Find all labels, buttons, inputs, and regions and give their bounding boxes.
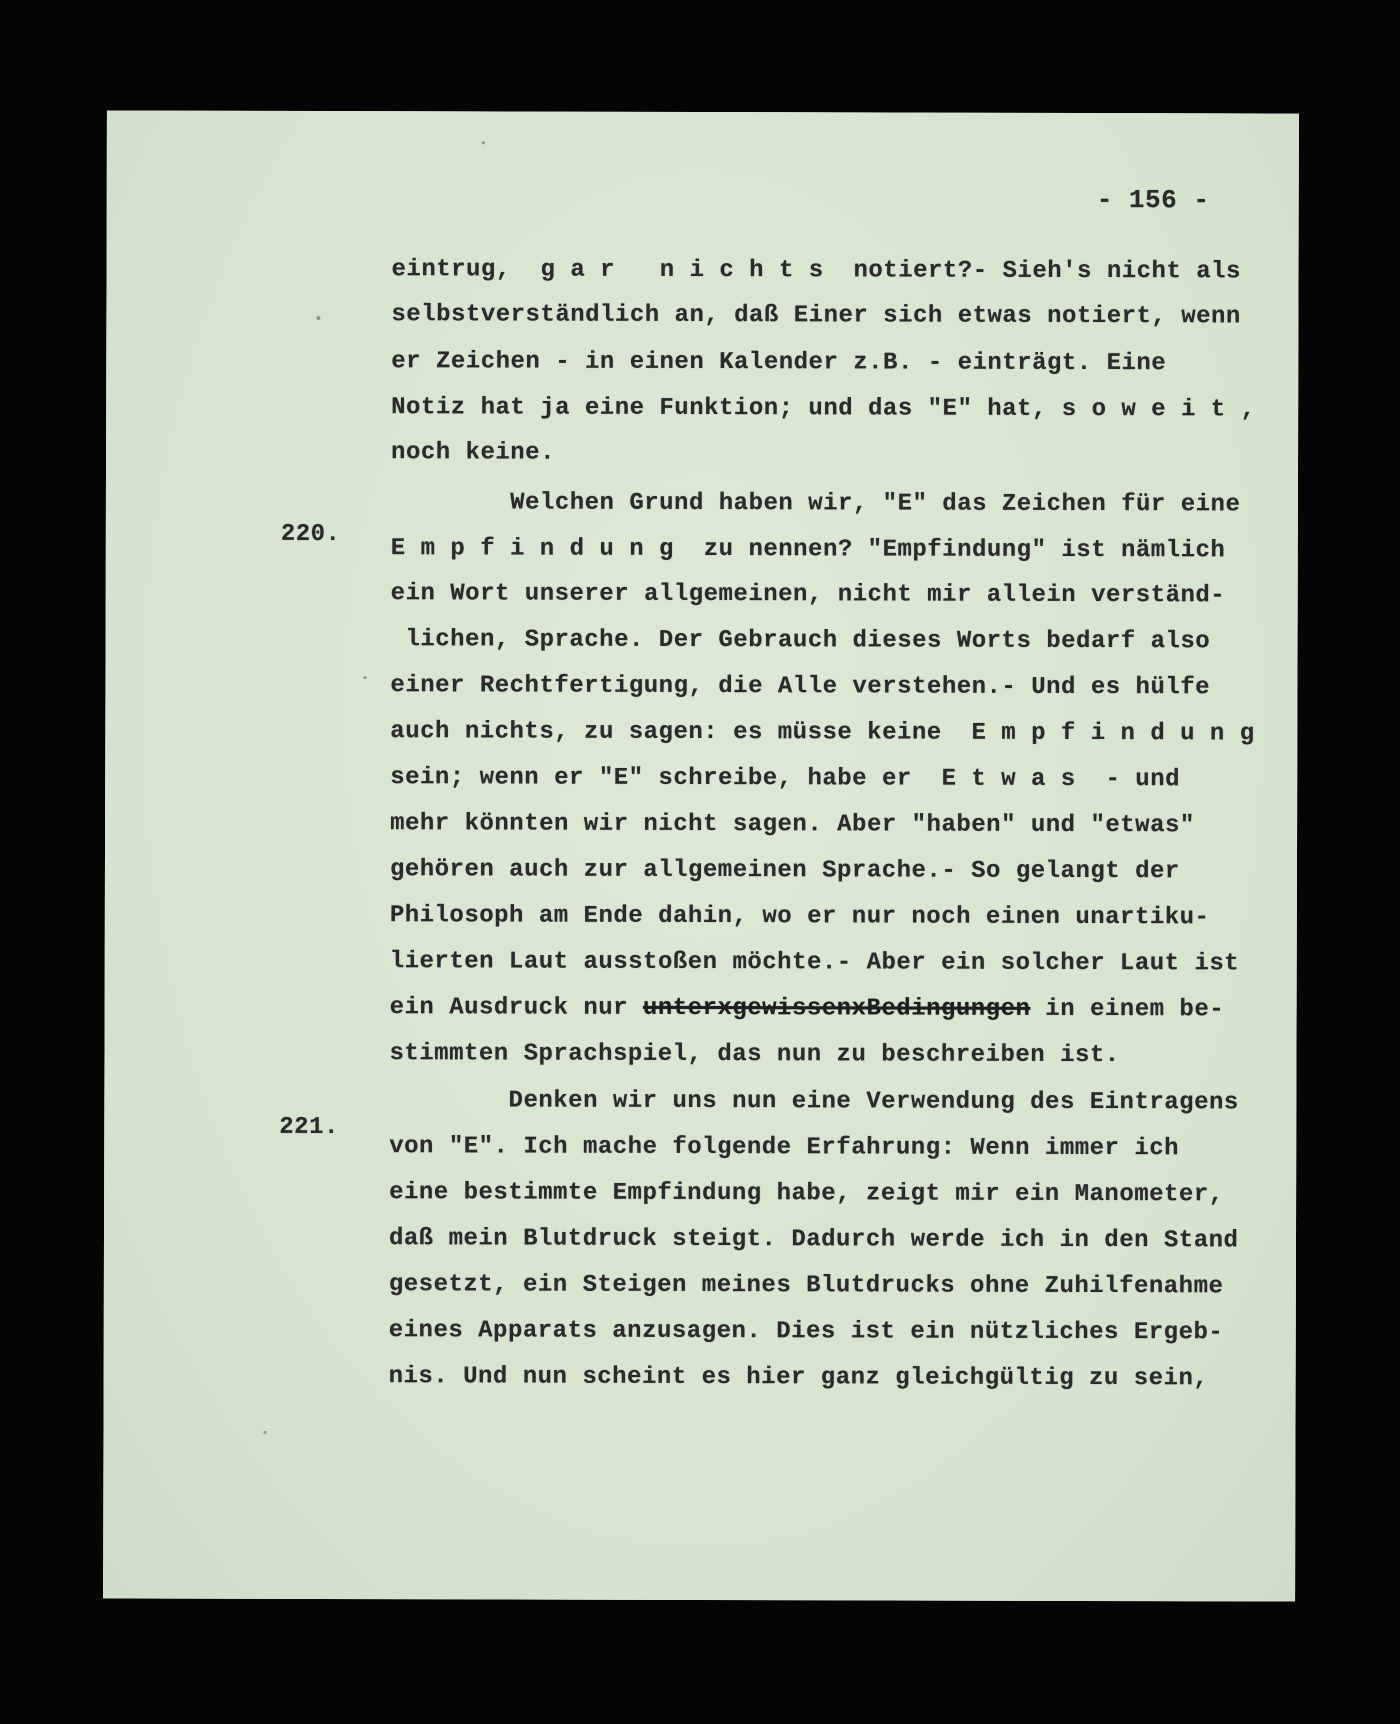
text-line: lierten Laut ausstoßen möchte.- Aber ein solcher Laut ist [389, 948, 1240, 978]
text-line: eintrug, g a r n i c h t s notiert?- Sieh's nicht als [391, 256, 1242, 286]
text-line: ein Wort unserer allgemeinen, nicht mir allein verständ- [390, 580, 1226, 610]
text-line: auch nichts, zu sagen: es müsse keine E m p f i n d u n g [390, 718, 1255, 748]
text-line: noch keine. [391, 439, 556, 467]
text-line: eines Apparats anzusagen. Dies ist ein nützliches Ergeb- [388, 1317, 1224, 1347]
text-line: gehören auch zur allgemeinen Sprache.- So gelangt der [389, 856, 1180, 886]
section-number-221: 221. [279, 1113, 339, 1142]
text-line: nis. Und nun scheint es hier ganz gleichgültig zu sein, [388, 1363, 1209, 1393]
text-line: daß mein Blutdruck steigt. Dadurch werde ich in den Stand [388, 1225, 1239, 1255]
paper-speck [263, 1431, 266, 1434]
section-number-220: 220. [280, 520, 341, 549]
text-line: einer Rechtfertigung, die Alle verstehen.- Und es hülfe [390, 672, 1211, 702]
text-segment: ein Ausdruck nur [389, 994, 643, 1022]
text-line: gesetzt, ein Steigen meines Blutdrucks ohne Zuhilfenahme [388, 1271, 1224, 1301]
text-line: Welchen Grund haben wir, "E" das Zeichen für eine [390, 489, 1241, 519]
text-line: mehr könnten wir nicht sagen. Aber "haben" und "etwas" [390, 810, 1195, 840]
typewritten-page [103, 110, 1299, 1601]
paper-speck [363, 676, 366, 679]
text-line: stimmten Sprachspiel, das nun zu beschreiben ist. [389, 1040, 1120, 1070]
text-line: er Zeichen - in einen Kalender z.B. - einträgt. Eine [391, 348, 1167, 378]
text-line: eine bestimmte Empfindung habe, zeigt mir ein Manometer, [389, 1179, 1224, 1209]
page-number: - 156 - [1096, 185, 1210, 216]
text-segment: in einem be- [1030, 995, 1225, 1024]
paper-speck [316, 316, 320, 320]
struck-out-text: unterxgewissenxBedingungen [642, 994, 1031, 1023]
text-line: Denken wir uns nun eine Verwendung des Eintragens [389, 1087, 1239, 1117]
text-line-with-strikeout [390, 994, 1225, 1023]
text-line: Notiz hat ja eine Funktion; und das "E" hat, s o w e i t , [391, 394, 1256, 424]
text-line: E m p f i n d u n g zu nennen? "Empfindung" ist nämlich [390, 535, 1226, 565]
text-line: Philosoph am Ende dahin, wo er nur noch einen unartiku- [389, 902, 1210, 932]
text-line: sein; wenn er "E" schreibe, habe er E t w a s - und [390, 764, 1181, 794]
text-line: selbstverständlich an, daß Einer sich etwas notiert, wenn [391, 301, 1241, 331]
text-line: lichen, Sprache. Der Gebrauch dieses Worts bedarf also [390, 626, 1211, 656]
text-line: von "E". Ich mache folgende Erfahrung: Wenn immer ich [389, 1133, 1180, 1163]
paper-speck [482, 141, 485, 144]
